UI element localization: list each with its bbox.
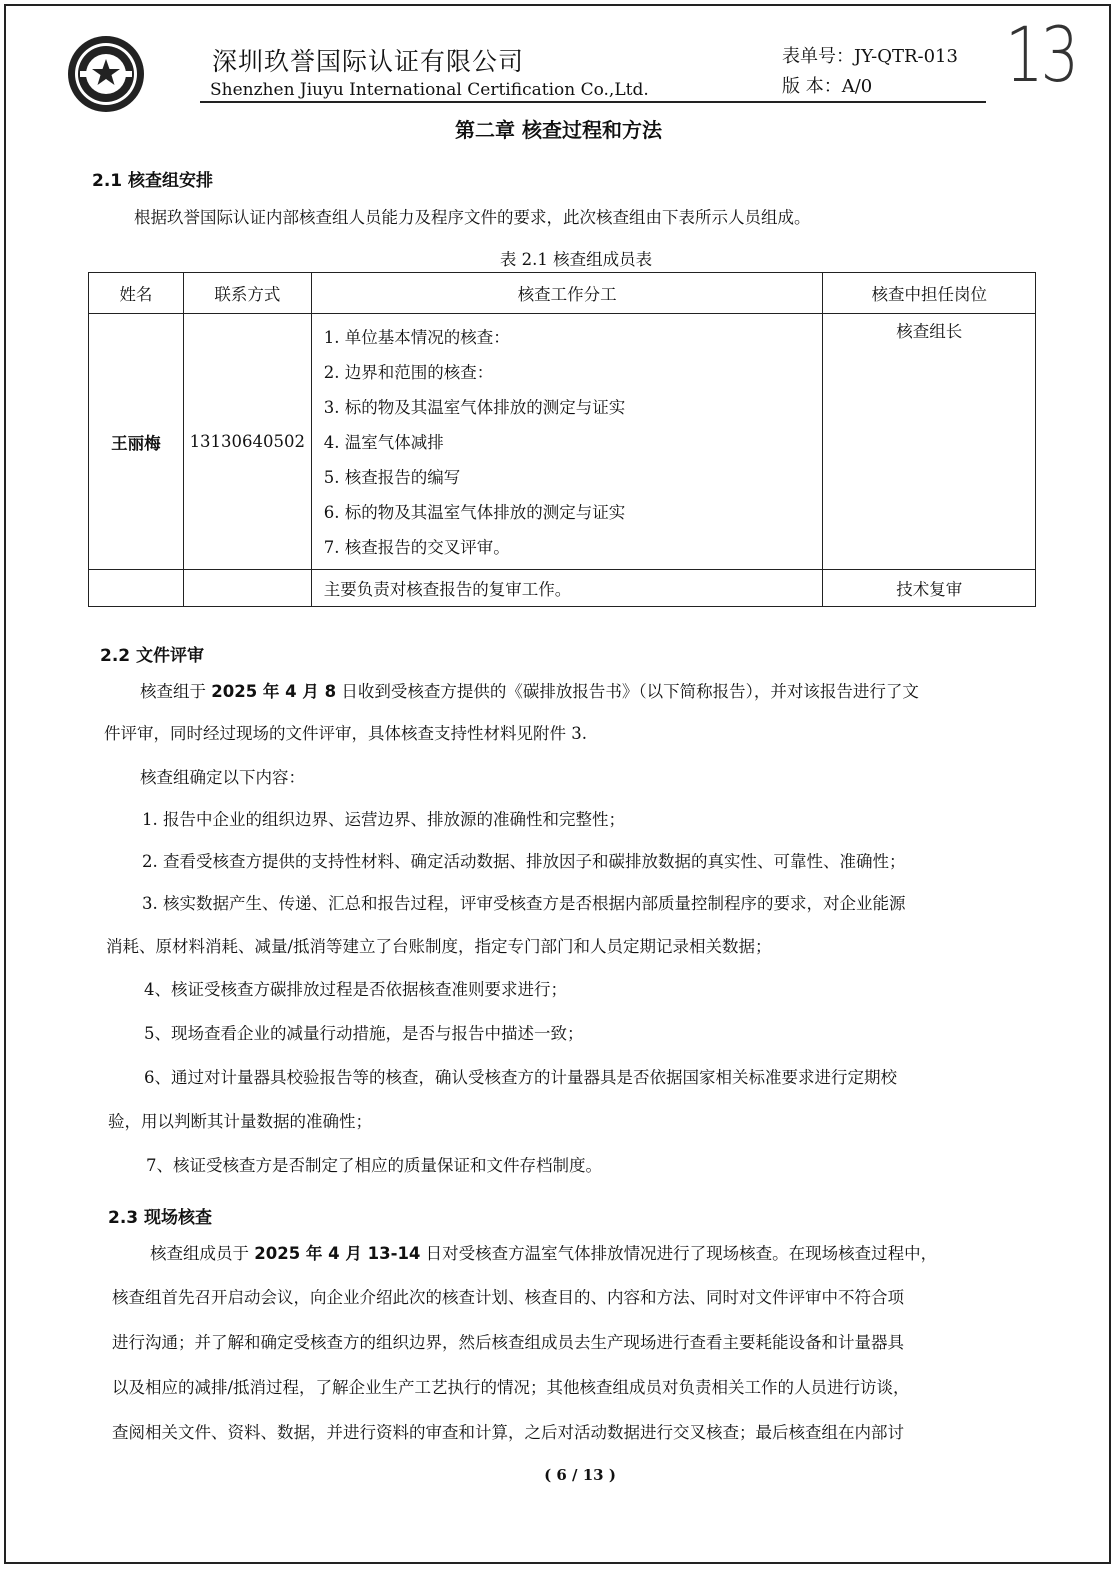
list-item: 5、现场查看企业的减量行动措施，是否与报告中描述一致；	[144, 1024, 584, 1043]
member-duties	[311, 314, 823, 570]
reviewer-phone	[183, 570, 311, 607]
member-name: 王丽梅	[89, 314, 184, 570]
paragraph-line: 查阅相关文件、资料、数据，并进行资料的审查和计算，之后对活动数据进行交叉核查；最后核查组在内部讨	[112, 1423, 904, 1442]
list-item: 2. 查看受核查方提供的支持性材料、确定活动数据、排放因子和碳排放数据的真实性、可靠性、准确性；	[142, 852, 906, 871]
onsite-date: 2025 年 4 月 13-14	[254, 1244, 421, 1263]
list-item: 1. 报告中企业的组织边界、运营边界、排放源的准确性和完整性；	[142, 810, 625, 829]
list-item: 6、通过对计量器具校验报告等的核查，确认受核查方的计量器具是否依据国家相关标准要求进行定期校	[144, 1068, 897, 1087]
header-contact: 联系方式	[183, 273, 311, 314]
text-run: 核查组成员于	[150, 1244, 255, 1263]
section-2-2-paragraph-1	[140, 678, 919, 702]
header-duties: 核查工作分工	[311, 273, 823, 314]
duty-item: 3. 标的物及其温室气体排放的测定与证实	[323, 398, 626, 417]
list-item: 3. 核实数据产生、传递、汇总和报告过程，评审受核查方是否根据内部质量控制程序的要求，对企业能源	[142, 894, 906, 913]
company-seal-logo	[66, 34, 146, 114]
list-item-cont: 验，用以判断其计量数据的准确性；	[108, 1112, 372, 1131]
table-row	[89, 570, 1036, 607]
list-item: 7、核证受核查方是否制定了相应的质量保证和文件存档制度。	[146, 1156, 602, 1175]
text-run: 日收到受核查方提供的《碳排放报告书》（以下简称报告），并对该报告进行了文	[336, 682, 919, 701]
chapter-title: 第二章 核查过程和方法	[455, 118, 662, 142]
reviewer-duty: 主要负责对核查报告的复审工作。	[311, 570, 823, 607]
section-2-3-heading: 2.3 现场核查	[108, 1208, 213, 1228]
text-run: 日对受核查方温室气体排放情况进行了现场核查。在现场核查过程中，	[420, 1244, 938, 1263]
handwritten-page-number: 13	[1005, 10, 1076, 99]
member-phone: 13130640502	[183, 314, 311, 570]
review-date: 2025 年 4 月 8	[211, 682, 337, 701]
duty-item: 4. 温室气体减排	[323, 433, 444, 452]
reviewer-name	[89, 570, 184, 607]
duty-item: 1. 单位基本情况的核查：	[323, 328, 510, 347]
company-name-en: Shenzhen Jiuyu International Certification Co.,Ltd.	[210, 80, 649, 100]
section-2-2-heading: 2.2 文件评审	[100, 646, 205, 666]
form-number: 表单号：JY-QTR-013	[782, 46, 958, 67]
duty-item: 5. 核查报告的编写	[323, 468, 461, 487]
list-item: 4、核证受核查方碳排放过程是否依据核查准则要求进行；	[144, 980, 567, 999]
member-role: 核查组长	[823, 314, 1036, 570]
text-run: 核查组于	[140, 682, 212, 701]
section-2-2-paragraph-1-cont: 件评审，同时经过现场的文件评审，具体核查支持性材料见附件 3.	[104, 724, 587, 743]
section-2-1-heading: 2.1 核查组安排	[92, 171, 214, 191]
paragraph-line: 进行沟通；并了解和确定受核查方的组织边界，然后核查组成员去生产现场进行查看主要耗能设备和计量器具	[112, 1333, 904, 1352]
header-name: 姓名	[89, 273, 184, 314]
header-role: 核查中担任岗位	[823, 273, 1036, 314]
duty-item: 7. 核查报告的交叉评审。	[323, 538, 510, 557]
table-caption: 表 2.1 核查组成员表	[499, 250, 653, 269]
reviewer-role: 技术复审	[823, 570, 1036, 607]
version-label: 版 本：A/0	[782, 76, 873, 97]
paragraph-line: 以及相应的减排/抵消过程，了解企业生产工艺执行的情况；其他核查组成员对负责相关工作的人员进行访谈，	[112, 1378, 910, 1397]
section-2-3-paragraph-1	[150, 1240, 937, 1264]
company-name-cn: 深圳玖誉国际认证有限公司	[212, 47, 525, 76]
section-2-1-intro: 根据玖誉国际认证内部核查组人员能力及程序文件的要求，此次核查组由下表所示人员组成。	[134, 208, 811, 227]
paragraph-line: 核查组首先召开启动会议，向企业介绍此次的核查计划、核查目的、内容和方法、同时对文件评审中不符合项	[112, 1288, 904, 1307]
section-2-2-paragraph-2: 核查组确定以下内容：	[140, 768, 305, 787]
team-members-table	[88, 272, 1036, 607]
duty-item: 2. 边界和范围的核查：	[323, 363, 494, 382]
header-divider	[200, 101, 986, 103]
duty-item: 6. 标的物及其温室气体排放的测定与证实	[323, 503, 626, 522]
page-number: ( 6 / 13 )	[544, 1466, 616, 1484]
table-header-row	[89, 273, 1036, 314]
table-row	[89, 314, 1036, 570]
list-item-cont: 消耗、原材料消耗、减量/抵消等建立了台账制度，指定专门部门和人员定期记录相关数据；	[106, 937, 772, 956]
